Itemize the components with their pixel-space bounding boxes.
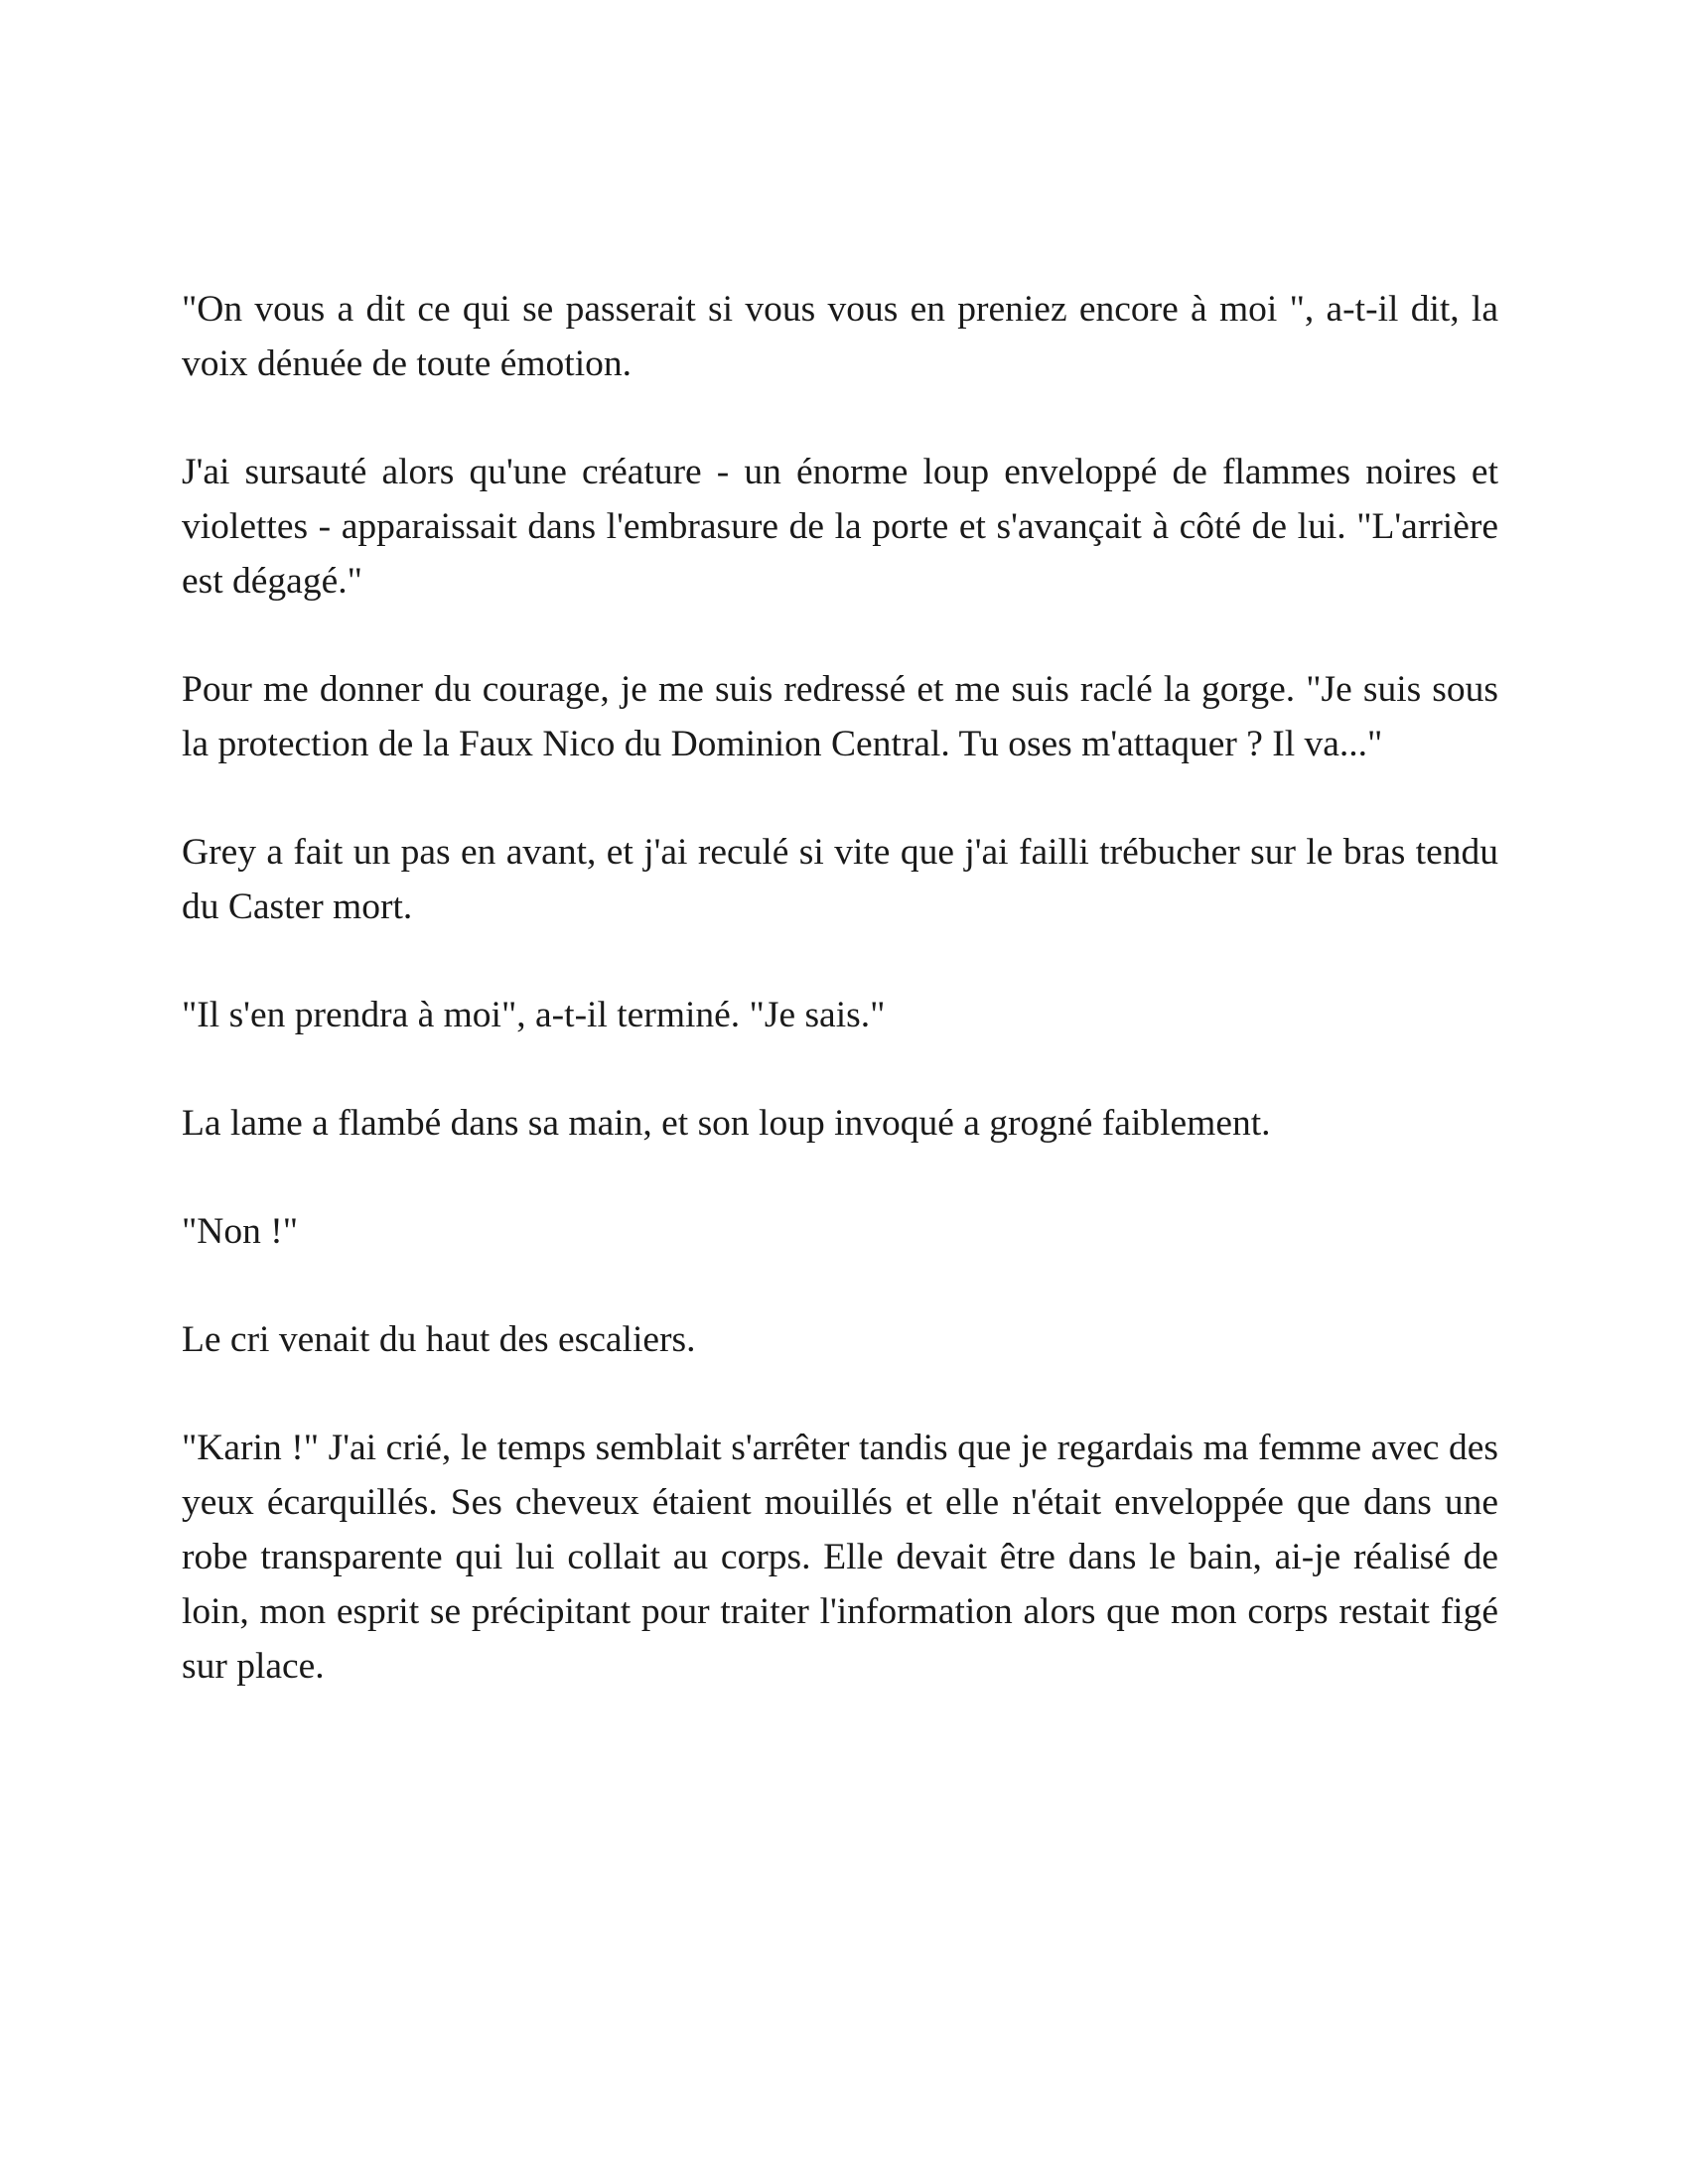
document-body	[182, 282, 1498, 1694]
paragraph-1: "On vous a dit ce qui se passerait si vous vous en preniez encore à moi ", a-t-il dit, la voix dénuée de toute émotion.	[182, 289, 1498, 384]
paragraph-6: La lame a flambé dans sa main, et son loup invoqué a grogné faiblement.	[182, 1103, 1271, 1144]
paragraph-5: "Il s'en prendra à moi", a-t-il terminé. "Je sais."	[182, 995, 886, 1035]
paragraph-2: J'ai sursauté alors qu'une créature - un énorme loup enveloppé de flammes noires et violettes - apparaissait dans l'embrasure de la porte et s'avançait à côté de lui. "L'arrière est dégagé."	[182, 452, 1498, 602]
paragraph-9: "Karin !" J'ai crié, le temps semblait s'arrêter tandis que je regardais ma femme avec des yeux écarquillés. Ses cheveux étaient mouillés et elle n'était enveloppée que dans une robe transparente qui lui collait au corps. Elle devait être dans le bain, ai-je réalisé de loin, mon esprit se précipitant pour traiter l'information alors que mon corps restait figé sur place.	[182, 1428, 1498, 1687]
paragraph-7: "Non !"	[182, 1211, 299, 1252]
paragraph-4: Grey a fait un pas en avant, et j'ai reculé si vite que j'ai failli trébucher sur le bras tendu du Caster mort.	[182, 832, 1498, 927]
paragraph-3: Pour me donner du courage, je me suis redressé et me suis raclé la gorge. "Je suis sous la protection de la Faux Nico du Dominion Central. Tu oses m'attaquer ? Il va..."	[182, 669, 1498, 764]
paragraph-8: Le cri venait du haut des escaliers.	[182, 1319, 696, 1360]
